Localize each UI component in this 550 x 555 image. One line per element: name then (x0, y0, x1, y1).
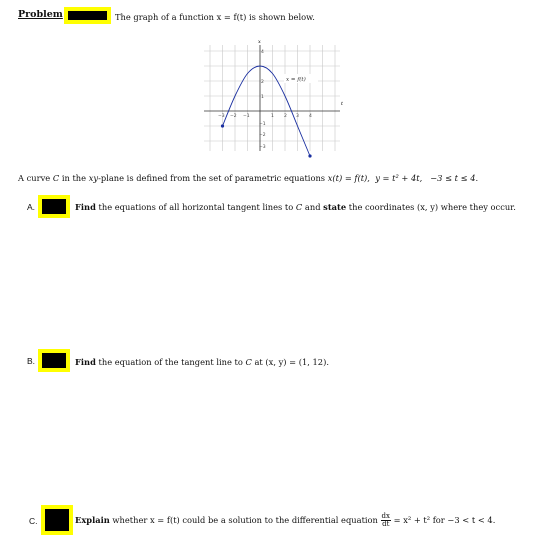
redacted-part-b-points (38, 349, 70, 372)
equation-x: x(t) = f(t), (327, 173, 370, 183)
setup-mid1: in the (59, 173, 89, 183)
intro-text: The graph of a function x = f(t) is shown below. (115, 12, 315, 22)
x-tick-neg1: −1 (259, 122, 266, 127)
part-a-curve: C (295, 202, 303, 212)
curve-start-point (221, 124, 224, 127)
redacted-part-c-points (41, 505, 73, 535)
t-range: −3 ≤ t ≤ 4. (430, 173, 479, 183)
frac-numerator: dx (381, 512, 390, 520)
t-tick-4: 4 (309, 114, 312, 119)
x-tick-neg3: −3 (259, 145, 266, 150)
part-c-question (75, 513, 495, 528)
t-tick-3: 3 (296, 114, 299, 119)
graph-grid (204, 45, 340, 151)
function-graph (200, 35, 350, 160)
x-tick-4: 4 (261, 50, 264, 55)
part-b-question (75, 357, 329, 367)
redacted-problem-number (64, 7, 111, 24)
part-b-text2: at (x, y) = (1, 12). (251, 357, 329, 367)
part-c-letter: C. (29, 516, 38, 526)
x-axis-label: x (258, 39, 261, 45)
equation-y: y = t² + 4t, (375, 173, 423, 183)
part-a-text1: the equations of all horizontal tangent lines to (95, 202, 296, 212)
part-b-text1: the equation of the tangent line to (95, 357, 246, 367)
x-tick-1: 1 (261, 95, 264, 100)
curve-symbol: C (52, 173, 60, 183)
part-a-letter: A. (27, 202, 36, 212)
problem-label: Problem (18, 9, 63, 20)
part-c-bold1: Explain (75, 515, 110, 525)
frac-denominator: dt (382, 520, 390, 528)
setup-prefix: A curve (18, 173, 53, 183)
t-tick-neg1: −1 (243, 114, 250, 119)
part-b-curve: C (245, 357, 252, 367)
t-tick-neg2: −2 (230, 114, 237, 119)
t-axis-label: t (341, 101, 344, 107)
x-tick-2: 2 (261, 80, 264, 85)
t-tick-neg3: −3 (218, 114, 225, 119)
t-tick-2: 2 (284, 114, 287, 119)
redacted-part-a-points (38, 195, 70, 218)
x-tick-neg2: −2 (259, 133, 266, 138)
curve-definition (18, 173, 478, 183)
t-tick-1: 1 (271, 114, 274, 119)
setup-mid2: -plane is defined from the set of parametric equations (98, 173, 328, 183)
part-a-bold1: Find (75, 202, 96, 212)
part-c-text2: = x² + t² for −3 < t < 4. (390, 515, 496, 525)
part-a-text2: and (302, 202, 324, 212)
dxdt-fraction (381, 513, 391, 528)
part-b-bold1: Find (75, 357, 96, 367)
part-a-question (75, 202, 516, 212)
part-a-bold2: state (323, 202, 347, 212)
part-c-text1: whether x = f(t) could be a solution to the differential equation (109, 515, 381, 525)
part-a-text3: the coordinates (x, y) where they occur. (346, 202, 516, 212)
curve-end-point (308, 154, 311, 157)
plane-label: xy (88, 173, 99, 183)
curve-label: x = f(t) (286, 77, 306, 83)
part-b-letter: B. (27, 356, 36, 366)
